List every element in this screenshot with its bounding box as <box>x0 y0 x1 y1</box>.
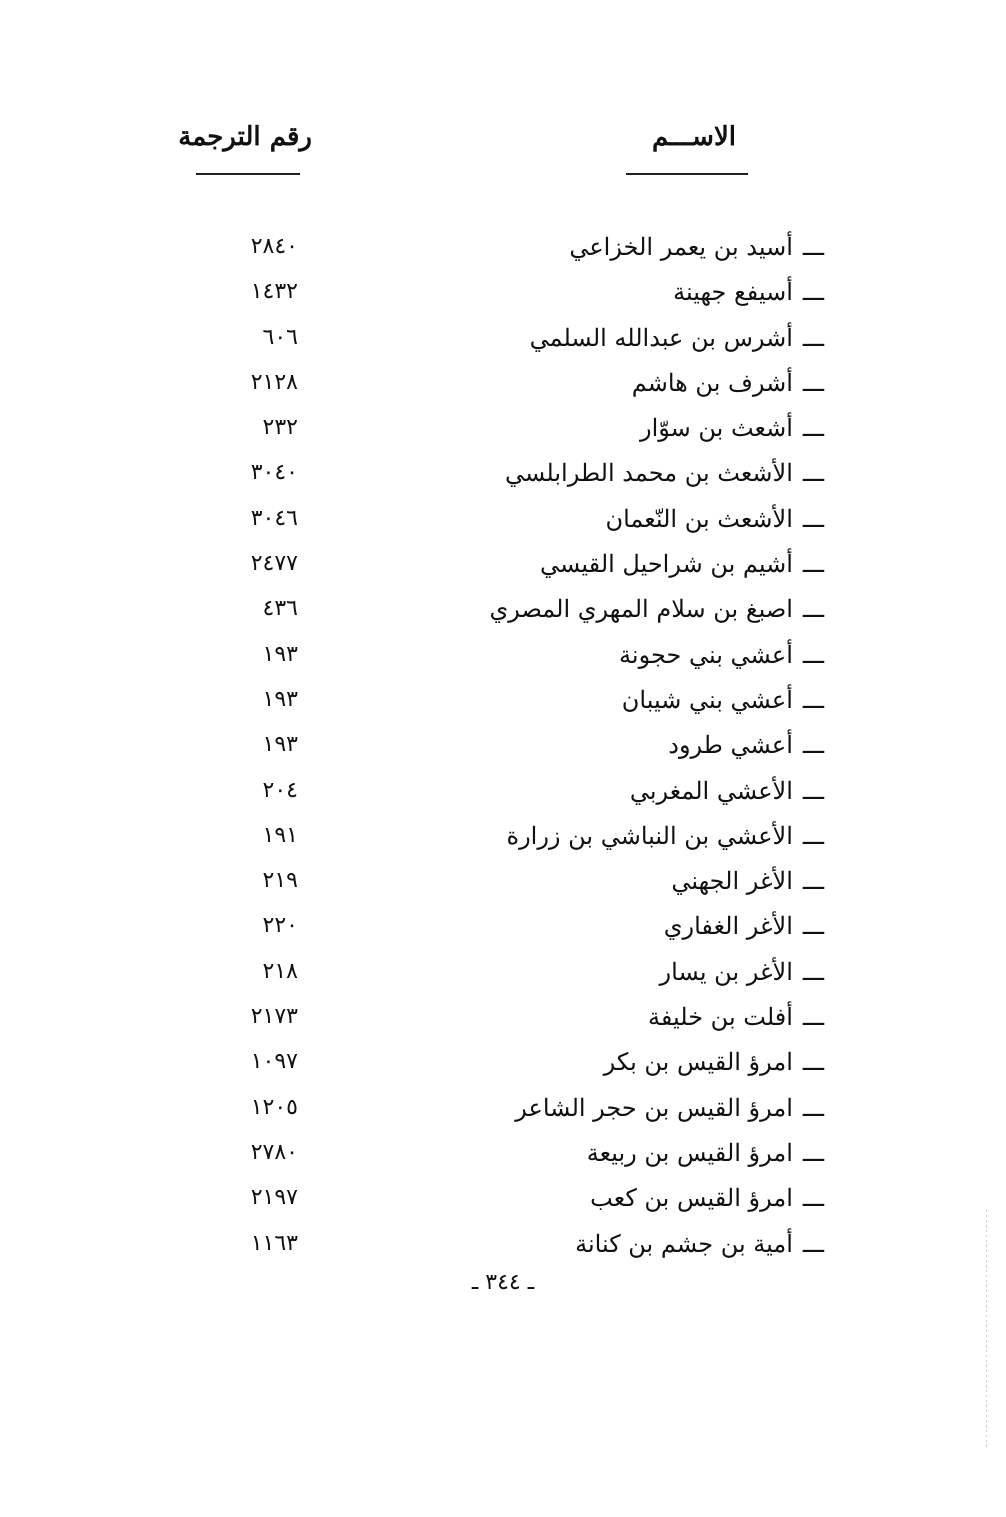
list-item <box>0 769 1006 814</box>
entry-name-text: أشرس بن عبدالله السلمي <box>529 323 793 352</box>
entry-number: ٣٠٤٦ <box>250 505 298 531</box>
list-item <box>0 633 1006 678</box>
list-item <box>0 316 1006 361</box>
entry-number: ١٠٩٧ <box>250 1049 298 1075</box>
entry-number: ٢١٩٧ <box>250 1185 298 1211</box>
entry-name <box>569 225 824 269</box>
entry-number: ١٩٣ <box>262 732 298 758</box>
list-item <box>0 1176 1006 1221</box>
entry-name-text: أسيفع جهينة <box>673 278 793 307</box>
entry-name-text: أفلت بن خليفة <box>648 1003 793 1032</box>
entry-dash: ـــ <box>802 957 824 986</box>
entry-name-text: الأغر الغفاري <box>663 912 793 941</box>
entry-name <box>605 497 824 541</box>
entry-number: ٢١٢٨ <box>250 369 298 395</box>
entry-name-text: أشيم بن شراحيل القيسي <box>540 550 793 579</box>
entry-name <box>507 814 825 858</box>
entry-name <box>604 1040 824 1084</box>
number-header-underline <box>196 173 300 175</box>
entry-dash: ـــ <box>802 550 824 579</box>
list-item <box>0 859 1006 904</box>
entry-name <box>540 542 824 586</box>
list-item <box>0 270 1006 315</box>
list-item <box>0 542 1006 587</box>
entry-name <box>515 1086 824 1130</box>
entry-number: ٢١٩ <box>262 868 298 894</box>
entry-dash: ـــ <box>802 595 824 624</box>
entry-name <box>505 451 824 495</box>
list-item <box>0 723 1006 768</box>
entry-number: ١٤٣٢ <box>250 279 298 305</box>
entry-name <box>619 633 824 677</box>
entry-name <box>648 995 824 1039</box>
entry-dash: ـــ <box>802 1184 824 1213</box>
entry-name-text: أشعث بن سوّار <box>640 414 793 443</box>
entry-name-text: الأغر الجهني <box>671 867 793 896</box>
entry-name-text: أعشي بني شيبان <box>621 685 793 714</box>
entry-name-text: الأشعث بن النّعمان <box>605 504 793 533</box>
list-item <box>0 1040 1006 1085</box>
entry-name-text: أعشي بني حجونة <box>619 640 793 669</box>
entry-name-text: أسيد بن يعمر الخزاعي <box>569 233 793 261</box>
page-number: ـ ٣٤٤ ـ <box>471 1270 535 1295</box>
entry-name-text: أمية بن جشم بن كنانة <box>575 1229 793 1258</box>
entry-name-text: الأعشي بن النباشي بن زرارة <box>506 821 793 850</box>
entry-name <box>660 950 824 994</box>
entry-number: ٣٠٤٠ <box>250 460 298 486</box>
entry-name-text: الأعشي المغربي <box>629 776 793 805</box>
entry-number: ٢٠٤ <box>262 777 298 803</box>
entry-dash: ـــ <box>802 1093 824 1122</box>
name-column-header: الاســـم <box>652 122 736 152</box>
entry-dash: ـــ <box>802 1138 824 1167</box>
name-header-underline <box>626 173 748 175</box>
entry-dash: ـــ <box>802 1229 824 1258</box>
entry-number: ٦٠٦ <box>262 324 298 350</box>
list-item <box>0 1222 1006 1267</box>
list-item <box>0 406 1006 451</box>
entry-dash: ـــ <box>802 776 824 805</box>
entry-dash: ـــ <box>802 414 824 443</box>
entry-dash: ـــ <box>802 731 824 760</box>
list-item <box>0 451 1006 496</box>
entry-dash: ـــ <box>802 1048 824 1077</box>
entry-name <box>668 723 824 767</box>
entry-name-text: امرؤ القيس بن ربيعة <box>586 1138 793 1167</box>
entry-name-text: الأشعث بن محمد الطرابلسي <box>505 459 793 488</box>
entry-number: ١٩١ <box>262 822 298 848</box>
entry-number: ١١٦٣ <box>250 1230 298 1256</box>
entry-number: ٤٣٦ <box>262 596 298 622</box>
list-item <box>0 361 1006 406</box>
entry-name-text: أعشي طرود <box>668 731 793 760</box>
entry-number: ٢٧٨٠ <box>250 1139 298 1165</box>
entry-number: ١٢٠٥ <box>250 1094 298 1120</box>
entry-name-text: امرؤ القيس بن كعب <box>590 1184 793 1213</box>
list-item <box>0 587 1006 632</box>
entry-name <box>590 1176 824 1220</box>
list-item <box>0 814 1006 859</box>
entry-name-text: امرؤ القيس بن حجر الشاعر <box>515 1093 793 1122</box>
entry-dash: ـــ <box>802 504 824 533</box>
entry-name <box>630 769 824 813</box>
entry-number: ٢٢٠ <box>262 913 298 939</box>
entry-number: ٢١٧٣ <box>250 1004 298 1030</box>
list-item <box>0 995 1006 1040</box>
entry-dash: ـــ <box>802 912 824 941</box>
entry-name <box>575 1222 824 1266</box>
list-item <box>0 497 1006 542</box>
entry-dash: ـــ <box>802 278 824 307</box>
entry-name <box>622 678 824 722</box>
entry-dash: ـــ <box>802 685 824 714</box>
entry-number: ٢٨٤٠ <box>250 234 298 259</box>
entry-name <box>587 1131 824 1175</box>
list-item <box>0 950 1006 995</box>
entry-dash: ـــ <box>802 1003 824 1032</box>
entry-name <box>632 361 824 405</box>
entry-dash: ـــ <box>802 459 824 488</box>
entry-name-text: الأغر بن يسار <box>659 957 793 986</box>
entry-number: ٢١٨ <box>262 958 298 984</box>
list-item <box>0 678 1006 723</box>
entry-name <box>530 316 824 360</box>
entry-name <box>664 904 824 948</box>
entry-number: ٢٤٧٧ <box>250 551 298 577</box>
entry-dash: ـــ <box>802 233 824 261</box>
list-item <box>0 1086 1006 1131</box>
entry-dash: ـــ <box>802 368 824 397</box>
entry-name <box>489 587 824 631</box>
entry-name-text: اصبغ بن سلام المهري المصري <box>489 595 793 624</box>
entry-dash: ـــ <box>802 867 824 896</box>
entry-name-text: امرؤ القيس بن بكر <box>603 1048 793 1077</box>
scan-edge-mark <box>986 1210 987 1450</box>
list-item <box>0 225 1006 270</box>
entry-list <box>0 225 1006 1267</box>
entry-name-text: أشرف بن هاشم <box>631 368 793 397</box>
list-item <box>0 1131 1006 1176</box>
list-item <box>0 904 1006 949</box>
entry-dash: ـــ <box>802 821 824 850</box>
number-column-header: رقم الترجمة <box>178 122 312 152</box>
entry-number: ٢٣٢ <box>262 415 298 441</box>
entry-dash: ـــ <box>802 640 824 669</box>
entry-name <box>673 270 824 314</box>
entry-name <box>640 406 824 450</box>
entry-number: ١٩٣ <box>262 686 298 712</box>
entry-name <box>671 859 824 903</box>
entry-number: ١٩٣ <box>262 641 298 667</box>
entry-dash: ـــ <box>802 323 824 352</box>
